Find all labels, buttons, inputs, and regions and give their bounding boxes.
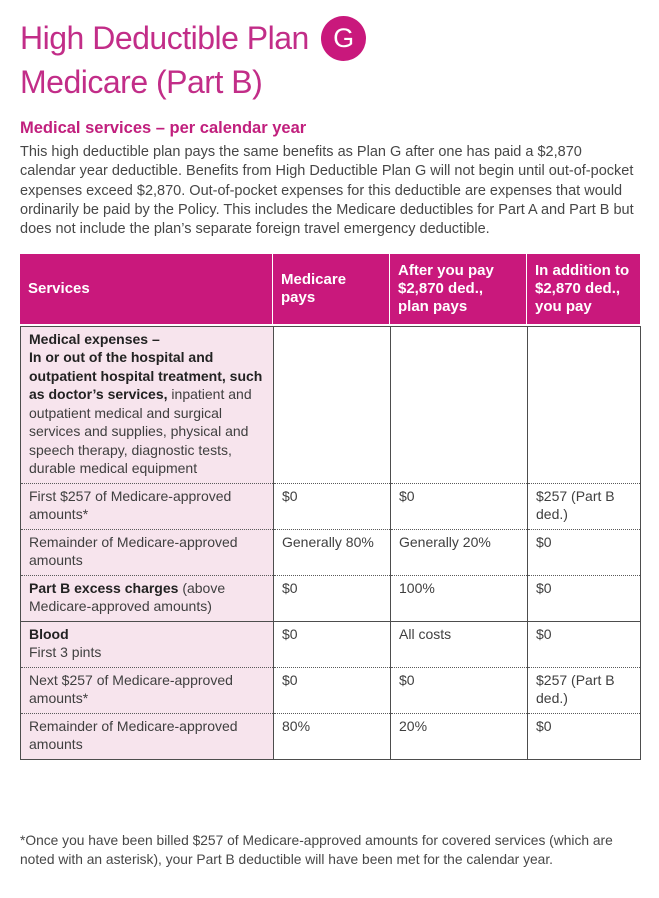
document-page [0, 16, 659, 760]
medicare-pays-cell: $0 [274, 483, 391, 529]
medicare-pays-cell: $0 [274, 667, 391, 713]
you-pay-cell: $257 (Part B ded.) [528, 483, 641, 529]
page-title [20, 16, 640, 104]
column-header-plan-pays: After you pay $2,870 ded., plan pays [390, 254, 526, 324]
page-title-text1: High Deductible Plan [20, 20, 309, 56]
benefits-table [20, 326, 641, 760]
service-cell: First $257 of Medicare-approved amounts* [21, 483, 274, 529]
asterisk-footnote: *Once you have been billed $257 of Medicare-approved amounts for covered services (which are noted with an asterisk), your Part B deductible will have been met for the calendar year. [20, 833, 613, 867]
page-title-line2 [20, 61, 640, 104]
plan-pays-cell: 20% [391, 713, 528, 759]
table-row-blood-first-3-pints [21, 621, 641, 667]
plan-pays-cell: Generally 20% [391, 529, 528, 575]
table-row-first-257 [21, 483, 641, 529]
you-pay-cell: $257 (Part B ded.) [528, 667, 641, 713]
table-row-medical-expenses [21, 326, 641, 483]
page-title-text2: Medicare (Part B) [20, 64, 263, 100]
table-row-part-b-excess [21, 575, 641, 621]
plan-g-badge: G [321, 16, 366, 61]
plan-pays-cell: 100% [391, 575, 528, 621]
intro-paragraph: This high deductible plan pays the same benefits as Plan G after one has paid a $2,870 calendar year deductible. Benefits from High Deductible Plan G will not begin until out-of-pocket expenses exceed $2,870. Out-of-pocket expenses for this deductible are expenses that would ordinarily be paid by the Policy. This includes the Medicare deductibles for Part A and Part B but does not include the plan’s separate foreign travel emergency deductible. [20, 144, 634, 238]
table-row-remainder-medical [21, 529, 641, 575]
plan-pays-cell: All costs [391, 621, 528, 667]
section-subtitle: Medical services – per calendar year [20, 119, 307, 137]
plan-pays-cell: $0 [391, 483, 528, 529]
column-header-medicare-pays: Medicare pays [273, 254, 389, 324]
medicare-pays-cell: Generally 80% [274, 529, 391, 575]
service-cell: Part B excess charges (above Medicare-approved amounts) [21, 575, 274, 621]
you-pay-cell: $0 [528, 713, 641, 759]
you-pay-cell: $0 [528, 621, 641, 667]
you-pay-cell: $0 [528, 575, 641, 621]
you-pay-cell [528, 326, 641, 483]
column-header-you-pay: In addition to $2,870 ded., you pay [527, 254, 640, 324]
page-title-line1 [20, 16, 640, 61]
medicare-pays-cell: $0 [274, 575, 391, 621]
service-cell: Medical expenses – In or out of the hospital and outpatient hospital treatment, such as doctor’s services, inpatient and outpatient medical and surgical services and supplies, physical and speech therapy, diagnostic tests, durable medical equipment [21, 326, 274, 483]
column-header-services: Services [20, 254, 272, 324]
benefits-table-header [20, 254, 640, 324]
medicare-pays-cell: $0 [274, 621, 391, 667]
plan-pays-cell [391, 326, 528, 483]
table-row-next-257 [21, 667, 641, 713]
service-cell: Next $257 of Medicare-approved amounts* [21, 667, 274, 713]
service-cell: Blood First 3 pints [21, 621, 274, 667]
medicare-pays-cell [274, 326, 391, 483]
table-row-remainder-blood [21, 713, 641, 759]
service-cell: Remainder of Medicare-approved amounts [21, 529, 274, 575]
medicare-pays-cell: 80% [274, 713, 391, 759]
you-pay-cell: $0 [528, 529, 641, 575]
service-cell: Remainder of Medicare-approved amounts [21, 713, 274, 759]
plan-pays-cell: $0 [391, 667, 528, 713]
